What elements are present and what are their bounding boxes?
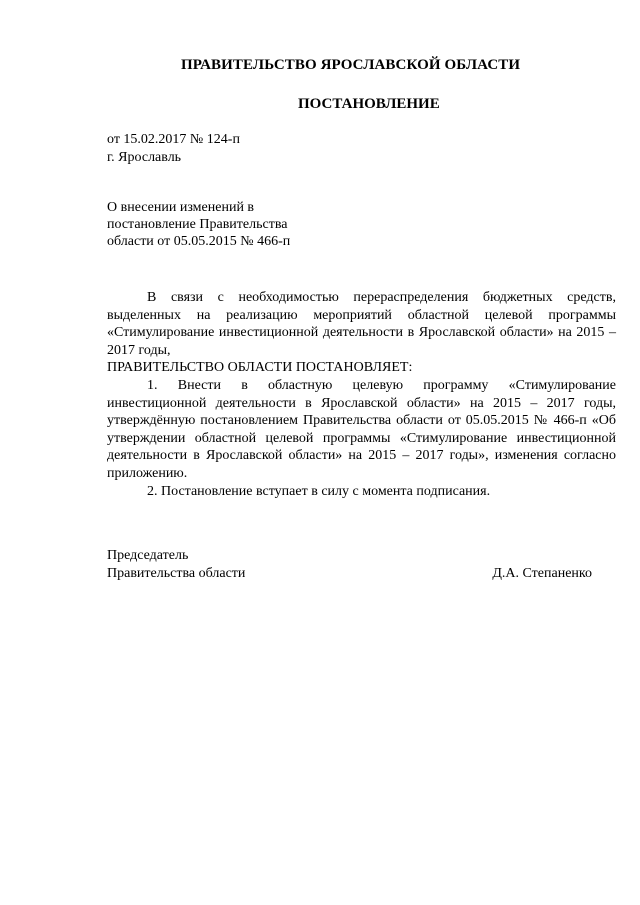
signature-block bbox=[107, 547, 592, 583]
item-2-paragraph: 2. Постановление вступает в силу с момента подписания. bbox=[147, 483, 491, 499]
document-body bbox=[107, 289, 616, 500]
subject-line-3: области от 05.05.2015 № 466-п bbox=[107, 234, 291, 249]
item-1-paragraph: 1. Внести в областную целевую программу «Стимулирование инвестиционной деятельности в Ярославской области» на 2015 – 2017 годы, утверждённую постановлением Правительства области от 05.05.2015 № 466-п «Об утверждении областной целевой программы «Стимулирование инвестиционной деятельности в Ярославской области» на 2015 – 2017 годы», изменения согласно приложению. bbox=[107, 377, 616, 481]
subject-line-2: постановление Правительства bbox=[107, 217, 288, 232]
resolves-line: ПРАВИТЕЛЬСТВО ОБЛАСТИ ПОСТАНОВЛЯЕТ: bbox=[107, 360, 413, 376]
subject-line-1: О внесении изменений в bbox=[107, 200, 255, 215]
government-title: ПРАВИТЕЛЬСТВО ЯРОСЛАВСКОЙ ОБЛАСТИ bbox=[181, 57, 521, 73]
signer-name: Д.А. Степаненко bbox=[492, 566, 592, 581]
date-number: от 15.02.2017 № 124-п bbox=[107, 132, 240, 147]
signer-position-line-1: Председатель bbox=[107, 548, 189, 563]
signer-position-line-2: Правительства области bbox=[107, 566, 246, 581]
document-type-title: ПОСТАНОВЛЕНИЕ bbox=[298, 96, 440, 112]
document-subject bbox=[107, 199, 290, 250]
preamble-paragraph: В связи с необходимостью перераспределения бюджетных средств, выделенных на реализацию мероприятий областной целевой программы «Стимулирование инвестиционной деятельности в Ярославской области» на 2015 – 2017 годы, bbox=[107, 290, 616, 358]
city: г. Ярославль bbox=[107, 150, 182, 165]
document-meta bbox=[107, 131, 240, 167]
signature-row bbox=[107, 565, 592, 583]
